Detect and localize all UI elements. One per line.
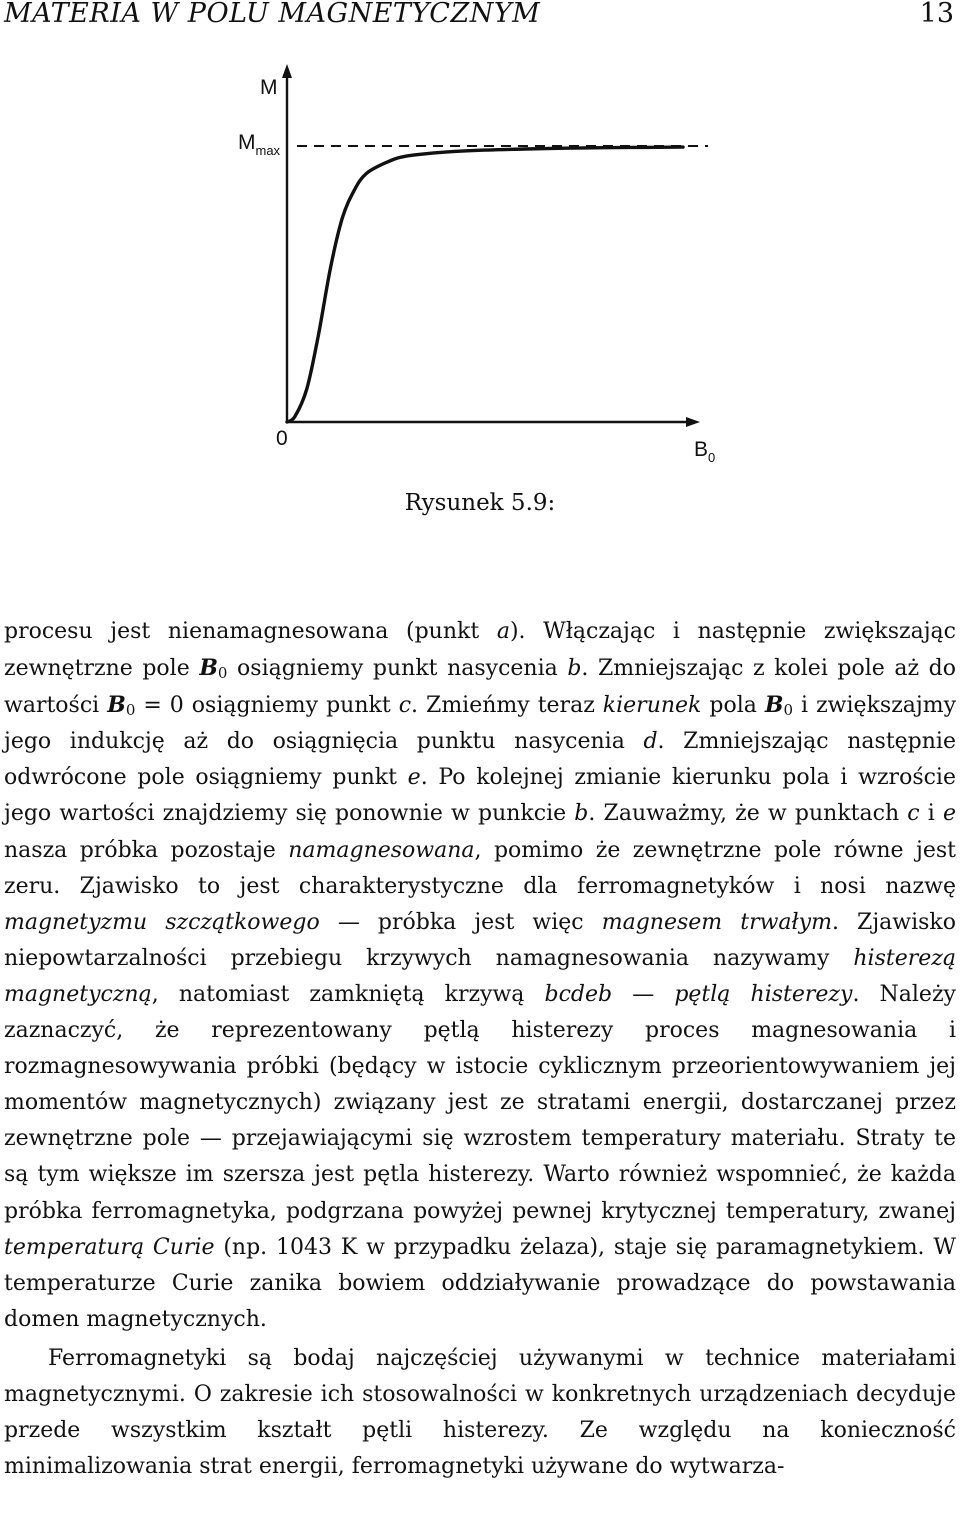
text-run: — (612, 981, 675, 1007)
italic-term: kierunek (602, 693, 702, 719)
text-run: — próbka jest więc (319, 909, 602, 935)
text-run: pola (701, 693, 765, 719)
text-run: , pomimo że zewnętrzne pole równe jest zeru. Zjawisko to jest charakterystyczne dla ferromagnetyków i nosi nazwę (4, 837, 956, 899)
italic-term: c (907, 801, 920, 827)
vector-symbol: B (107, 692, 126, 719)
text-run: . Zmniejszając następnie odwrócone pole osiągniemy punkt (4, 729, 956, 791)
text-run: (np. 1043 K w przypadku żelaza), staje się paramagnetykiem. W temperaturze Curie zanika bowiem oddziaływanie prowadzące do powstawania domen magnetycznych. (4, 1234, 956, 1332)
text-run: i zwiększajmy jego indukcję aż do osiągnięcia punktu nasycenia (4, 693, 957, 755)
x-axis-label: $B_0$ (694, 438, 716, 465)
saturation-label: $M_{max}$ (238, 131, 281, 158)
page-number: 13 (919, 0, 954, 29)
text-run: , natomiast zamkniętą krzywą (151, 981, 545, 1007)
italic-term: bcdeb (544, 981, 613, 1007)
subscript: 0 (217, 664, 228, 683)
text-run: nasza próbka pozostaje (4, 837, 289, 863)
paragraph (4, 1341, 956, 1485)
italic-term: namagnesowana (288, 837, 475, 863)
text-run: = 0 osiągniemy punkt (135, 693, 399, 719)
figure-caption: Rysunek 5.9: (404, 490, 556, 516)
running-header-title: MATERIA W POLU MAGNETYCZNYM (4, 0, 541, 29)
subscript: 0 (125, 701, 136, 720)
x-axis-arrowhead (686, 417, 700, 427)
italic-term: a (496, 619, 510, 644)
text-run: . Zauważmy, że w punktach (588, 801, 908, 827)
text-run: . Zjawisko niepowtarzalności przebiegu krzywych namagnesowania nazywamy (4, 909, 956, 971)
magnetization-figure (0, 60, 960, 480)
italic-term: histerezą magnetyczną (4, 945, 956, 1007)
paragraph (4, 614, 956, 1338)
vector-symbol: B (199, 655, 218, 682)
italic-term: magnetyzmu szczątkowego (4, 909, 320, 935)
y-axis-label: M (260, 76, 278, 99)
italic-term: magnesem trwałym (601, 909, 832, 935)
italic-term: pętlą histerezy (674, 981, 853, 1007)
text-run: osiągniemy punkt nasycenia (227, 656, 568, 682)
italic-term: b (574, 801, 589, 827)
text-run: procesu jest nienamagnesowana (punkt (4, 619, 497, 644)
body-text (4, 614, 956, 1485)
magnetization-chart (0, 60, 960, 480)
italic-term: b (567, 656, 582, 682)
italic-term: c (398, 693, 412, 719)
text-run: ). Włączając i następnie zwiększając zewnętrzne pole (4, 619, 956, 682)
magnetization-curve (287, 147, 683, 422)
y-axis-arrowhead (282, 64, 292, 78)
text-run: . Po kolejnej zmianie kierunku pola i wzroście jego wartości znajdziemy się ponownie w punkcie (4, 765, 956, 827)
text-run: Ferromagnetyki są bodaj najczęściej używanymi w technice materiałami magnetycznymi. O zakresie ich stosowalności w konkretnych urządzeniach decyduje przede wszystkim kształt pętli histerezy. Ze względu na konieczność minimalizowania strat energii, ferromagnetyki używane do wytwarza- (4, 1345, 956, 1480)
italic-term: e (407, 765, 421, 791)
text-run: . Zmieńmy teraz (411, 693, 603, 719)
italic-term: e (942, 801, 956, 827)
italic-term: d (643, 729, 658, 755)
italic-term: temperaturą Curie (4, 1234, 215, 1260)
origin-label: 0 (276, 427, 288, 450)
subscript: 0 (783, 701, 794, 720)
vector-symbol: B (764, 692, 784, 719)
text-run: . Zmniejszając z kolei pole aż do wartości (4, 656, 956, 719)
text-run: . Należy zaznaczyć, że reprezentowany pętlą histerezy proces magnesowania i rozmagnesowywania próbki (będący w istocie cyklicznym przeorientowywaniem jej momentów magnetycznych) związany jest ze stratami energii, dostarczanej przez zewnętrzne pole — przejawiającymi się wzrostem temperatury materiału. Straty te są tym większe im szersza jest pętla histerezy. Warto również wspomnieć, że każda próbka ferromagnetyka, podgrzana powyżej pewnej krytycznej temperatury, zwanej (4, 981, 956, 1224)
text-run: i (919, 801, 943, 827)
